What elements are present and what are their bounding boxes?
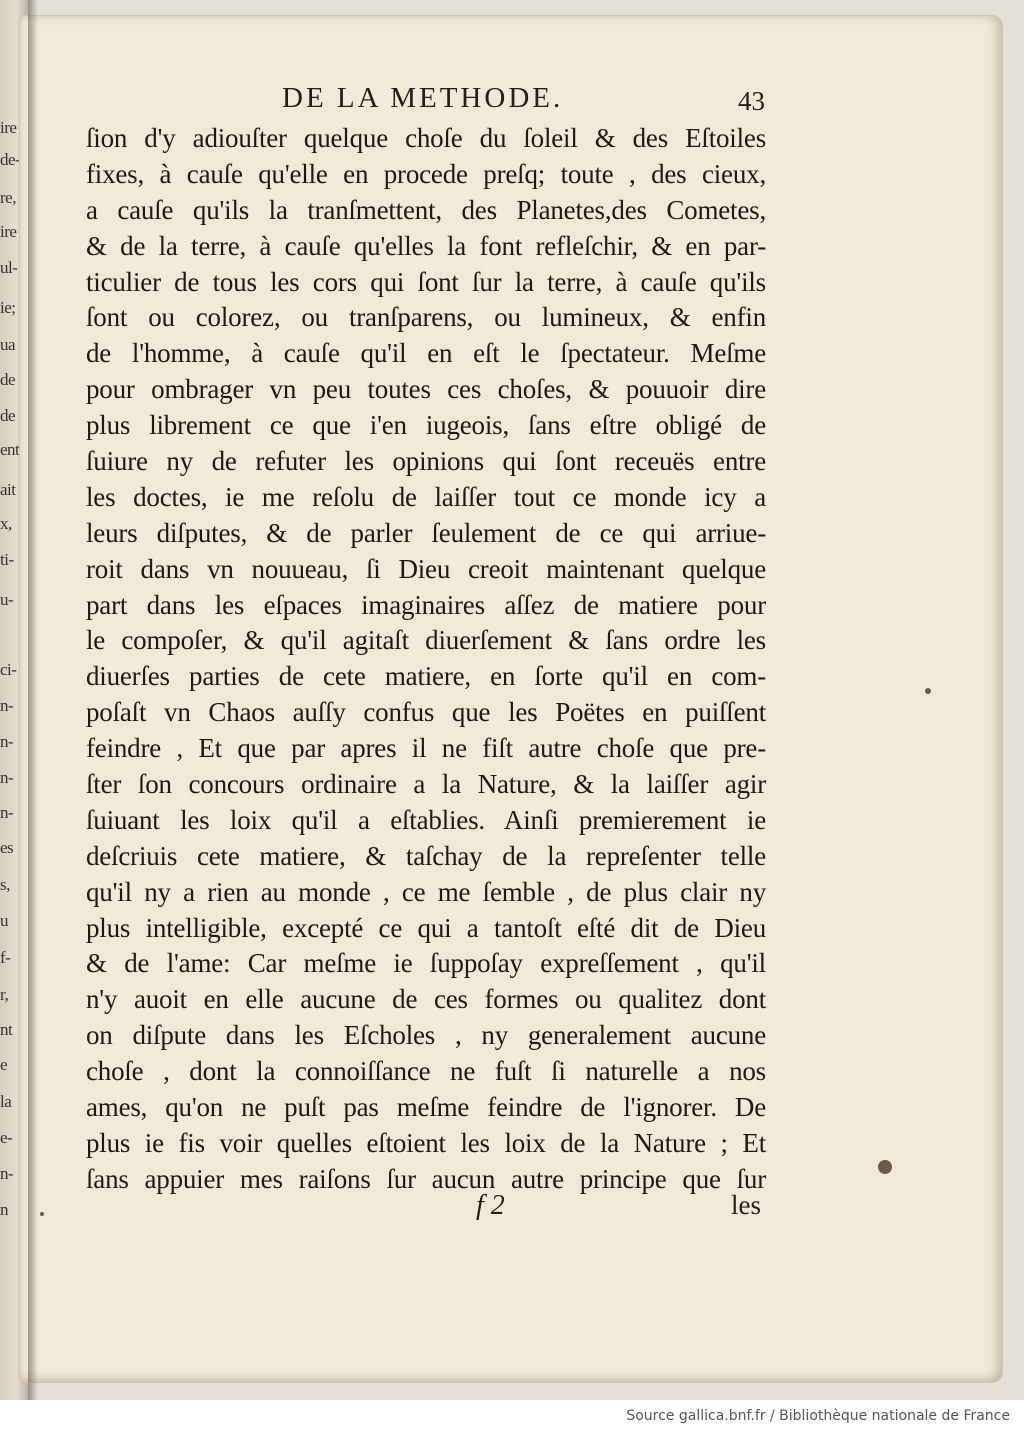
- text-line: poſaſt vn Chaos auſſy confus que les Poëtes en puiſſent: [86, 697, 766, 728]
- text-line: plus librement ce que i'en iugeois, ſans eſtre obligé de: [86, 410, 766, 441]
- previous-page-fragment: ie;: [0, 298, 16, 317]
- previous-page-fragment: f-: [0, 948, 11, 967]
- text-line: leurs diſputes, & de parler ſeulement de ce qui arriue-: [86, 517, 766, 548]
- text-line: pour ombrager vn peu toutes ces choſes, & pouuoir dire: [86, 374, 766, 405]
- text-line: choſe , dont la connoiſſance ne fuſt ſi naturelle a nos: [86, 1056, 766, 1087]
- previous-page-fragment: u: [0, 911, 8, 930]
- previous-page-fragment: nt: [0, 1020, 13, 1039]
- previous-page-fragment: n-: [0, 803, 14, 822]
- catchword: les: [731, 1190, 761, 1220]
- running-head: DE LA METHODE.: [282, 82, 564, 114]
- text-line: n'y auoit en elle aucune de ces formes ou qualitez dont: [86, 984, 766, 1015]
- previous-page-fragment: s,: [0, 875, 10, 894]
- text-line: roit dans vn nouueau, ſi Dieu creoit maintenant quelque: [86, 553, 766, 584]
- text-line: on diſpute dans les Eſcholes , ny generalement aucune: [86, 1020, 766, 1051]
- text-line: qu'il ny a rien au monde , ce me ſemble , de plus clair ny: [86, 876, 766, 907]
- text-line: ſuiuant les loix qu'il a eſtablies. Ainſi premierement ie: [86, 804, 766, 835]
- previous-page-fragment: de: [0, 406, 16, 425]
- previous-page-fragment: de-: [0, 150, 21, 169]
- previous-page-fragment: n-: [0, 696, 14, 715]
- page-number: 43: [738, 86, 765, 116]
- previous-page-fragment: ire: [0, 118, 17, 137]
- body-text: [86, 121, 766, 1198]
- text-line: & de la terre, à cauſe qu'elles la font refleſchir, & en par-: [86, 230, 766, 261]
- previous-page-fragment: n-: [0, 1164, 14, 1183]
- previous-page-fragment: e-: [0, 1128, 13, 1147]
- text-line: ames, qu'on ne puſt pas meſme feindre de l'ignorer. De: [86, 1092, 766, 1123]
- previous-page-fragment: de: [0, 370, 16, 389]
- text-line: ſion d'y adiouſter quelque choſe du ſoleil & des Eſtoiles: [86, 123, 766, 153]
- gutter-shadow: [28, 0, 38, 1400]
- previous-page-fragment: la: [0, 1092, 12, 1111]
- text-line: plus intelligible, excepté ce qui a tantoſt eſté dit de Dieu: [86, 912, 766, 943]
- signature-mark: f 2: [476, 1190, 505, 1221]
- text-line: ſont ou colorez, ou tranſparens, ou lumineux, & enfin: [86, 302, 766, 333]
- text-line: ſuiure ny de refuter les opinions qui ſont receuës entre: [86, 446, 766, 477]
- previous-page-fragment: ua: [0, 335, 16, 354]
- ink-speck: [878, 1160, 892, 1174]
- previous-page-fragment: n-: [0, 768, 14, 787]
- text-line: deſcriuis cete matiere, & taſchay de la repreſenter telle: [86, 840, 766, 871]
- ink-speck: [925, 688, 931, 694]
- previous-page-fragment: ti-: [0, 550, 14, 569]
- text-line: les doctes, ie me reſolu de laiſſer tout ce monde icy a: [86, 481, 766, 512]
- text-line: ticulier de tous les cors qui ſont ſur la terre, à cauſe qu'ils: [86, 266, 766, 297]
- ink-speck: [40, 1212, 44, 1216]
- text-line: diuerſes parties de cete matiere, en ſorte qu'il en com-: [86, 661, 766, 692]
- text-line: fixes, à cauſe qu'elle en procede preſq; toute , des cieux,: [86, 158, 766, 189]
- previous-page-fragment: ent: [0, 440, 20, 459]
- previous-page-fragment: ci-: [0, 660, 17, 679]
- text-line: ſter ſon concours ordinaire a la Nature, & la laiſſer agir: [86, 769, 766, 800]
- previous-page-fragment: e: [0, 1055, 8, 1074]
- previous-page-fragment: ul-: [0, 258, 18, 277]
- previous-page-fragment: x,: [0, 514, 12, 533]
- previous-page-fragment: es: [0, 838, 14, 857]
- text-line: feindre , Et que par apres il ne fiſt autre choſe que pre-: [86, 733, 766, 764]
- text-line: de l'homme, à cauſe qu'il en eſt le ſpectateur. Meſme: [86, 338, 766, 369]
- text-line: ſans appuier mes raiſons ſur aucun autre principe que ſur: [86, 1163, 766, 1194]
- previous-page-fragment: ait: [0, 480, 16, 499]
- text-line: a cauſe qu'ils la tranſmettent, des Planetes,des Cometes,: [86, 194, 766, 225]
- text-line: le compoſer, & qu'il agitaſt diuerſement & ſans ordre les: [86, 625, 766, 656]
- previous-page-fragment: u-: [0, 590, 14, 609]
- previous-page-fragment: n: [0, 1200, 8, 1219]
- source-credit: Source gallica.bnf.fr / Bibliothèque nationale de France: [626, 1408, 1010, 1424]
- text-line: plus ie fis voir quelles eſtoient les loix de la Nature ; Et: [86, 1127, 766, 1158]
- text-line: & de l'ame: Car meſme ie ſuppoſay expreſſement , qu'il: [86, 948, 766, 979]
- previous-page-fragment: ire: [0, 222, 17, 241]
- text-line: part dans les eſpaces imaginaires aſſez de matiere pour: [86, 589, 766, 620]
- previous-page-fragment: n-: [0, 732, 14, 751]
- previous-page-fragment: re,: [0, 188, 16, 207]
- previous-page-fragment: r,: [0, 985, 9, 1004]
